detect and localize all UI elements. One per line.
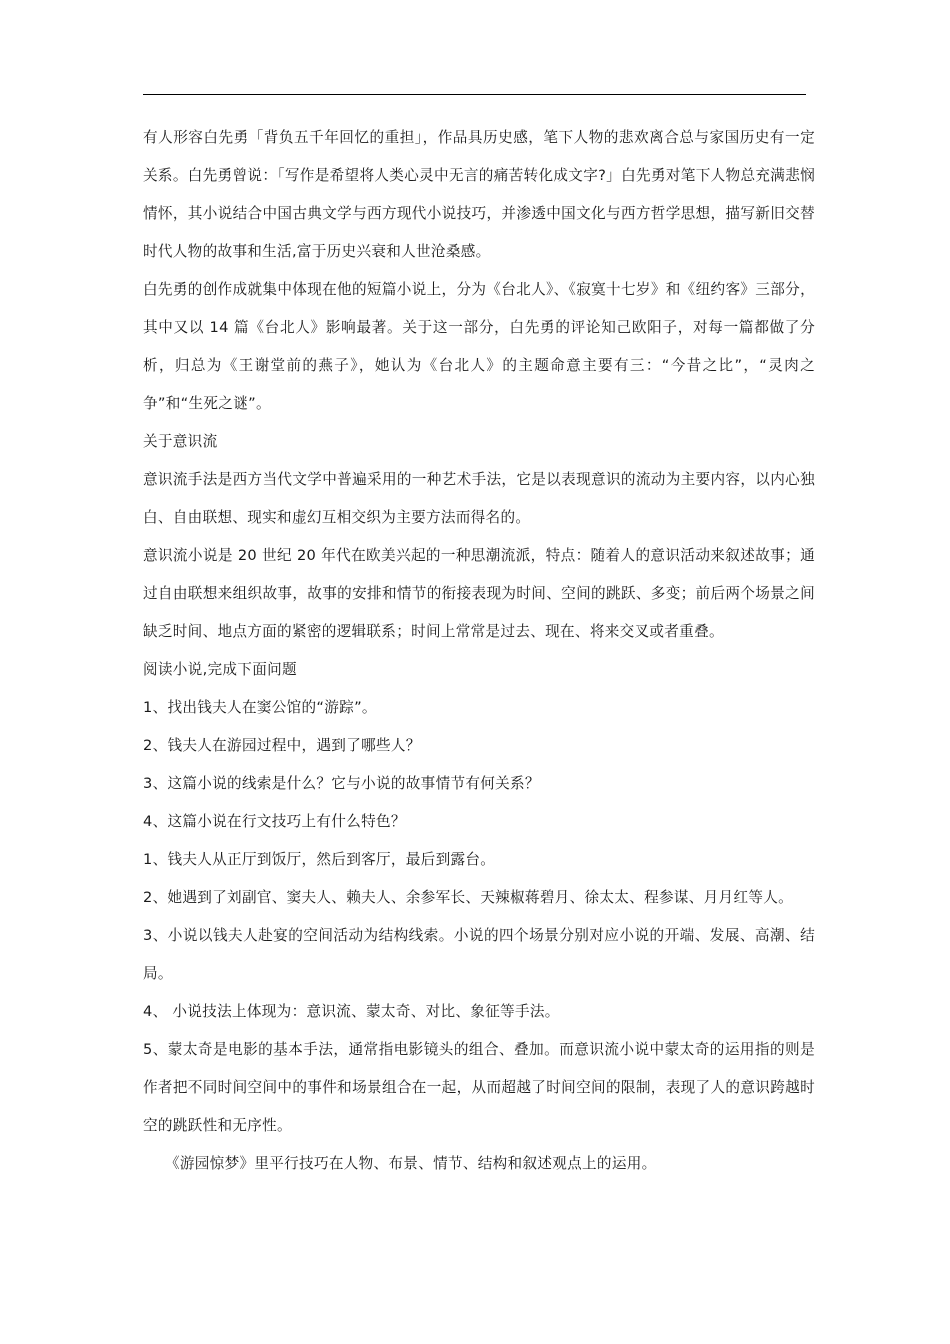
paragraph-intro-2: 白先勇的创作成就集中体现在他的短篇小说上，分为《台北人》、《寂寞十七岁》和《纽约客》三部分，其中又以 14 篇《台北人》影响最著。关于这一部分，白先勇的评论知己欧阳子，对每一篇都做了分析，归总为《王谢堂前的燕子》，她认为《台北人》的主题命意主要有三：“今昔之比”，“灵肉之争”和“生死之谜”。 [143, 281, 815, 412]
question-4: 4、这篇小说在行文技巧上有什么特色？ [143, 813, 406, 830]
question-3: 3、这篇小说的线索是什么？它与小说的故事情节有何关系？ [143, 775, 540, 792]
paragraph-stream-definition: 意识流手法是西方当代文学中普遍采用的一种艺术手法，它是以表现意识的流动为主要内容，以内心独白、自由联想、现实和虚幻互相交织为主要方法而得名的。 [143, 471, 815, 526]
header-rule [143, 94, 806, 95]
question-1: 1、找出钱夫人在窦公馆的“游踪”。 [143, 699, 377, 716]
answer-2: 2、她遇到了刘副官、窦夫人、赖夫人、余参军长、天辣椒蒋碧月、徐太太、程参谋、月月红等人。 [143, 889, 794, 906]
paragraph-stream-novel: 意识流小说是 20 世纪 20 年代在欧美兴起的一种思潮流派，特点：随着人的意识活动来叙述故事；通过自由联想来组织故事，故事的安排和情节的衔接表现为时间、空间的跳跃、多变；前后两个场景之间缺乏时间、地点方面的紧密的逻辑联系；时间上常常是过去、现在、将来交叉或者重叠。 [143, 547, 815, 640]
answer-4: 4、 小说技法上体现为：意识流、蒙太奇、对比、象征等手法。 [143, 1003, 560, 1020]
document-body [143, 119, 815, 1183]
paragraph-intro-1: 有人形容白先勇「背负五千年回忆的重担」，作品具历史感，笔下人物的悲欢离合总与家国历史有一定关系。白先勇曾说：「写作是希望将人类心灵中无言的痛苦转化成文字?」白先勇对笔下人物总充满悲悯情怀，其小说结合中国古典文学与西方现代小说技巧，并渗透中国文化与西方哲学思想，描写新旧交替时代人物的故事和生活,富于历史兴衰和人世沧桑感。 [143, 129, 815, 260]
section-heading-stream-of-consciousness: 关于意识流 [143, 433, 218, 450]
question-2: 2、钱夫人在游园过程中，遇到了哪些人？ [143, 737, 421, 754]
task-heading: 阅读小说,完成下面问题 [143, 661, 297, 678]
answer-3: 3、小说以钱夫人赴宴的空间活动为结构线索。小说的四个场景分别对应小说的开端、发展、高潮、结局。 [143, 927, 815, 982]
answer-5: 5、蒙太奇是电影的基本手法，通常指电影镜头的组合、叠加。而意识流小说中蒙太奇的运用指的则是作者把不同时间空间中的事件和场景组合在一起，从而超越了时间空间的限制，表现了人的意识跨越时空的跳跃性和无序性。 [143, 1041, 815, 1134]
closing-paragraph: 《游园惊梦》里平行技巧在人物、布景、情节、结构和叙述观点上的运用。 [165, 1155, 657, 1172]
answer-1: 1、钱夫人从正厅到饭厅，然后到客厅，最后到露台。 [143, 851, 496, 868]
